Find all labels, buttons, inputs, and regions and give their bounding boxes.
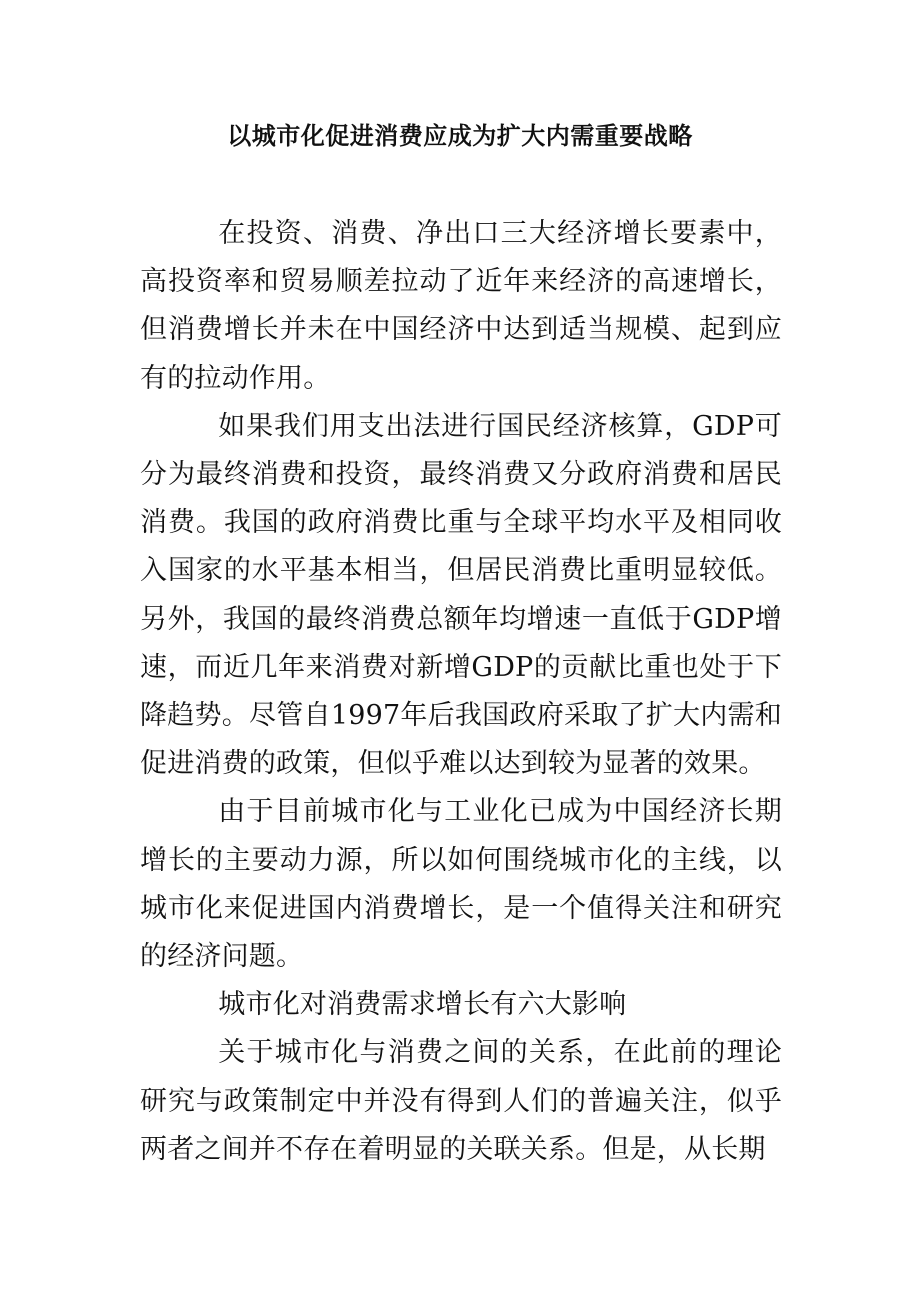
paragraph-3: 由于目前城市化与工业化已成为中国经济长期增长的主要动力源，所以如何围绕城市化的主线，以城市化来促进国内消费增长，是一个值得关注和研究的经济问题。 bbox=[140, 796, 782, 973]
section-heading: 城市化对消费需求增长有六大影响 bbox=[218, 989, 627, 1021]
paragraph-1: 在投资、消费、净出口三大经济增长要素中，高投资率和贸易顺差拉动了近年来经济的高速增长，但消费增长并未在中国经济中达到适当规模、起到应有的拉动作用。 bbox=[140, 218, 782, 394]
paragraph-4: 关于城市化与消费之间的关系，在此前的理论研究与政策制定中并没有得到人们的普遍关注，似乎两者之间并不存在着明显的关联关系。但是，从长期 bbox=[140, 1037, 782, 1165]
document-title: 以城市化促进消费应成为扩大内需重要战略 bbox=[227, 121, 693, 150]
paragraph-2: 如果我们用支出法进行国民经济核算，GDP可分为最终消费和投资，最终消费又分政府消费和居民消费。我国的政府消费比重与全球平均水平及相同收入国家的水平基本相当，但居民消费比重明显较低。另外，我国的最终消费总额年均增速一直低于GDP增速，而近几年来消费对新增GDP的贡献比重也处于下降趋势。尽管自1997年后我国政府采取了扩大内需和促进消费的政策，但似乎难以达到较为显著的效果。 bbox=[140, 410, 782, 780]
document-body bbox=[140, 210, 782, 1174]
